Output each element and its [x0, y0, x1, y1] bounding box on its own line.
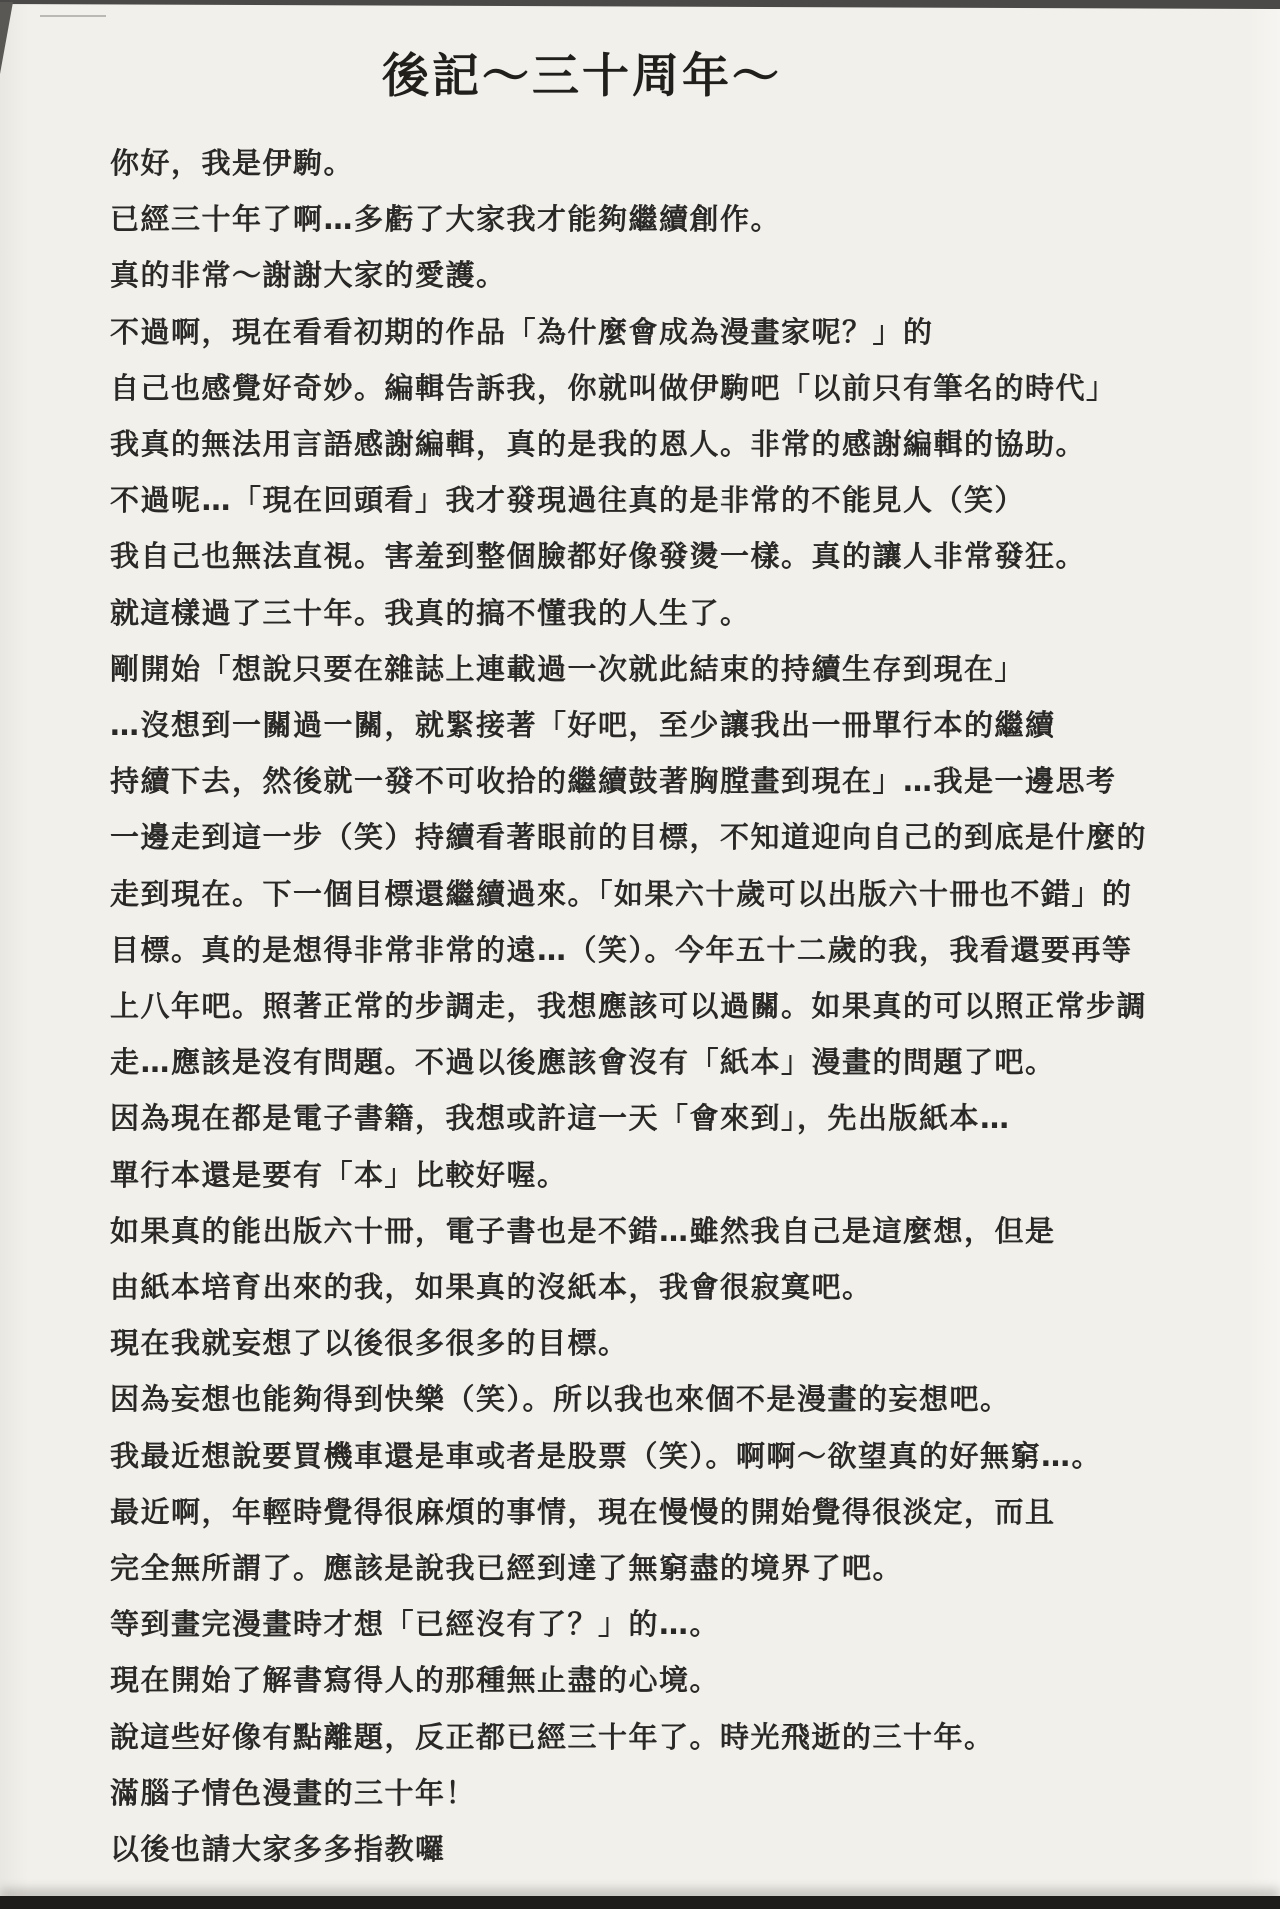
- text-line: 一邊走到這一步（笑）持續看著眼前的目標，不知道迎向自己的到底是什麼的: [110, 820, 1148, 855]
- text-line: 因為妄想也能夠得到快樂（笑）。所以我也來個不是漫畫的妄想吧。: [110, 1382, 1011, 1417]
- text-line: 我最近想說要買機車還是車或者是股票（笑）。啊啊～欲望真的好無窮…。: [110, 1438, 1103, 1473]
- page-content: [110, 48, 1200, 1877]
- text-line: 單行本還是要有「本」比較好喔。: [110, 1157, 568, 1192]
- text-line: 由紙本培育出來的我，如果真的沒紙本，我會很寂寞吧。: [110, 1270, 873, 1305]
- text-line: 你好，我是伊駒。: [110, 146, 355, 180]
- text-line: 如果真的能出版六十冊，電子書也是不錯…雖然我自己是這麼想，但是: [110, 1213, 1056, 1248]
- text-line: 滿腦子情色漫畫的三十年！: [110, 1775, 477, 1810]
- scan-edge-bottom: [0, 1896, 1280, 1909]
- text-line: 說這些好像有點離題，反正都已經三十年了。時光飛逝的三十年。: [110, 1719, 995, 1754]
- scan-edge-top: [0, 0, 1280, 9]
- text-line: 就這樣過了三十年。我真的搞不懂我的人生了。: [110, 595, 751, 630]
- text-line: …沒想到一關過一關，就緊接著「好吧，至少讓我出一冊單行本的繼續: [110, 708, 1056, 743]
- text-line: 現在我就妄想了以後很多很多的目標。: [110, 1326, 629, 1361]
- text-line: 最近啊，年輕時覺得很麻煩的事情，現在慢慢的開始覺得很淡定，而且: [110, 1494, 1056, 1529]
- text-line: 不過呢…「現在回頭看」我才發現過往真的是非常的不能見人（笑）: [110, 483, 1026, 518]
- text-line: 因為現在都是電子書籍，我想或許這一天「會來到」，先出版紙本…: [110, 1101, 1011, 1136]
- text-line: 我真的無法用言語感謝編輯，真的是我的恩人。非常的感謝編輯的協助。: [110, 427, 1087, 462]
- text-line: 走…應該是沒有問題。不過以後應該會沒有「紙本」漫畫的問題了吧。: [110, 1045, 1056, 1080]
- text-line: 已經三十年了啊…多虧了大家我才能夠繼續創作。: [110, 202, 782, 237]
- afterword-text: [110, 135, 1200, 1877]
- text-line: 真的非常～謝謝大家的愛護。: [110, 258, 507, 293]
- text-line: 等到畫完漫畫時才想「已經沒有了？」的…。: [110, 1607, 721, 1642]
- text-line: 目標。真的是想得非常非常的遠…（笑）。今年五十二歲的我，我看還要再等: [110, 932, 1133, 967]
- text-line: 完全無所謂了。應該是說我已經到達了無窮盡的境界了吧。: [110, 1551, 904, 1586]
- text-line: 上八年吧。照著正常的步調走，我想應該可以過關。如果真的可以照正常步調: [110, 989, 1148, 1024]
- text-line: 現在開始了解書寫得人的那種無止盡的心境。: [110, 1663, 721, 1698]
- text-line: 我自己也無法直視。害羞到整個臉都好像發燙一樣。真的讓人非常發狂。: [110, 539, 1087, 574]
- text-line: 不過啊，現在看看初期的作品「為什麼會成為漫畫家呢？」的: [110, 314, 934, 349]
- text-line: 以後也請大家多多指教囉: [110, 1832, 446, 1867]
- page-title: 後記～三十周年～: [382, 49, 782, 104]
- text-line: 剛開始「想說只要在雜誌上連載過一次就此結束的持續生存到現在」: [110, 651, 1026, 686]
- scan-corner-wedge: [0, 2, 13, 74]
- text-line: 自己也感覺好奇妙。編輯告訴我，你就叫做伊駒吧「以前只有筆名的時代」: [110, 370, 1117, 405]
- text-line: 走到現在。下一個目標還繼續過來。「如果六十歲可以出版六十冊也不錯」的: [110, 876, 1133, 911]
- scan-scratch-mark: [40, 15, 106, 17]
- text-line: 持續下去，然後就一發不可收拾的繼續鼓著胸膛畫到現在」…我是一邊思考: [110, 764, 1117, 799]
